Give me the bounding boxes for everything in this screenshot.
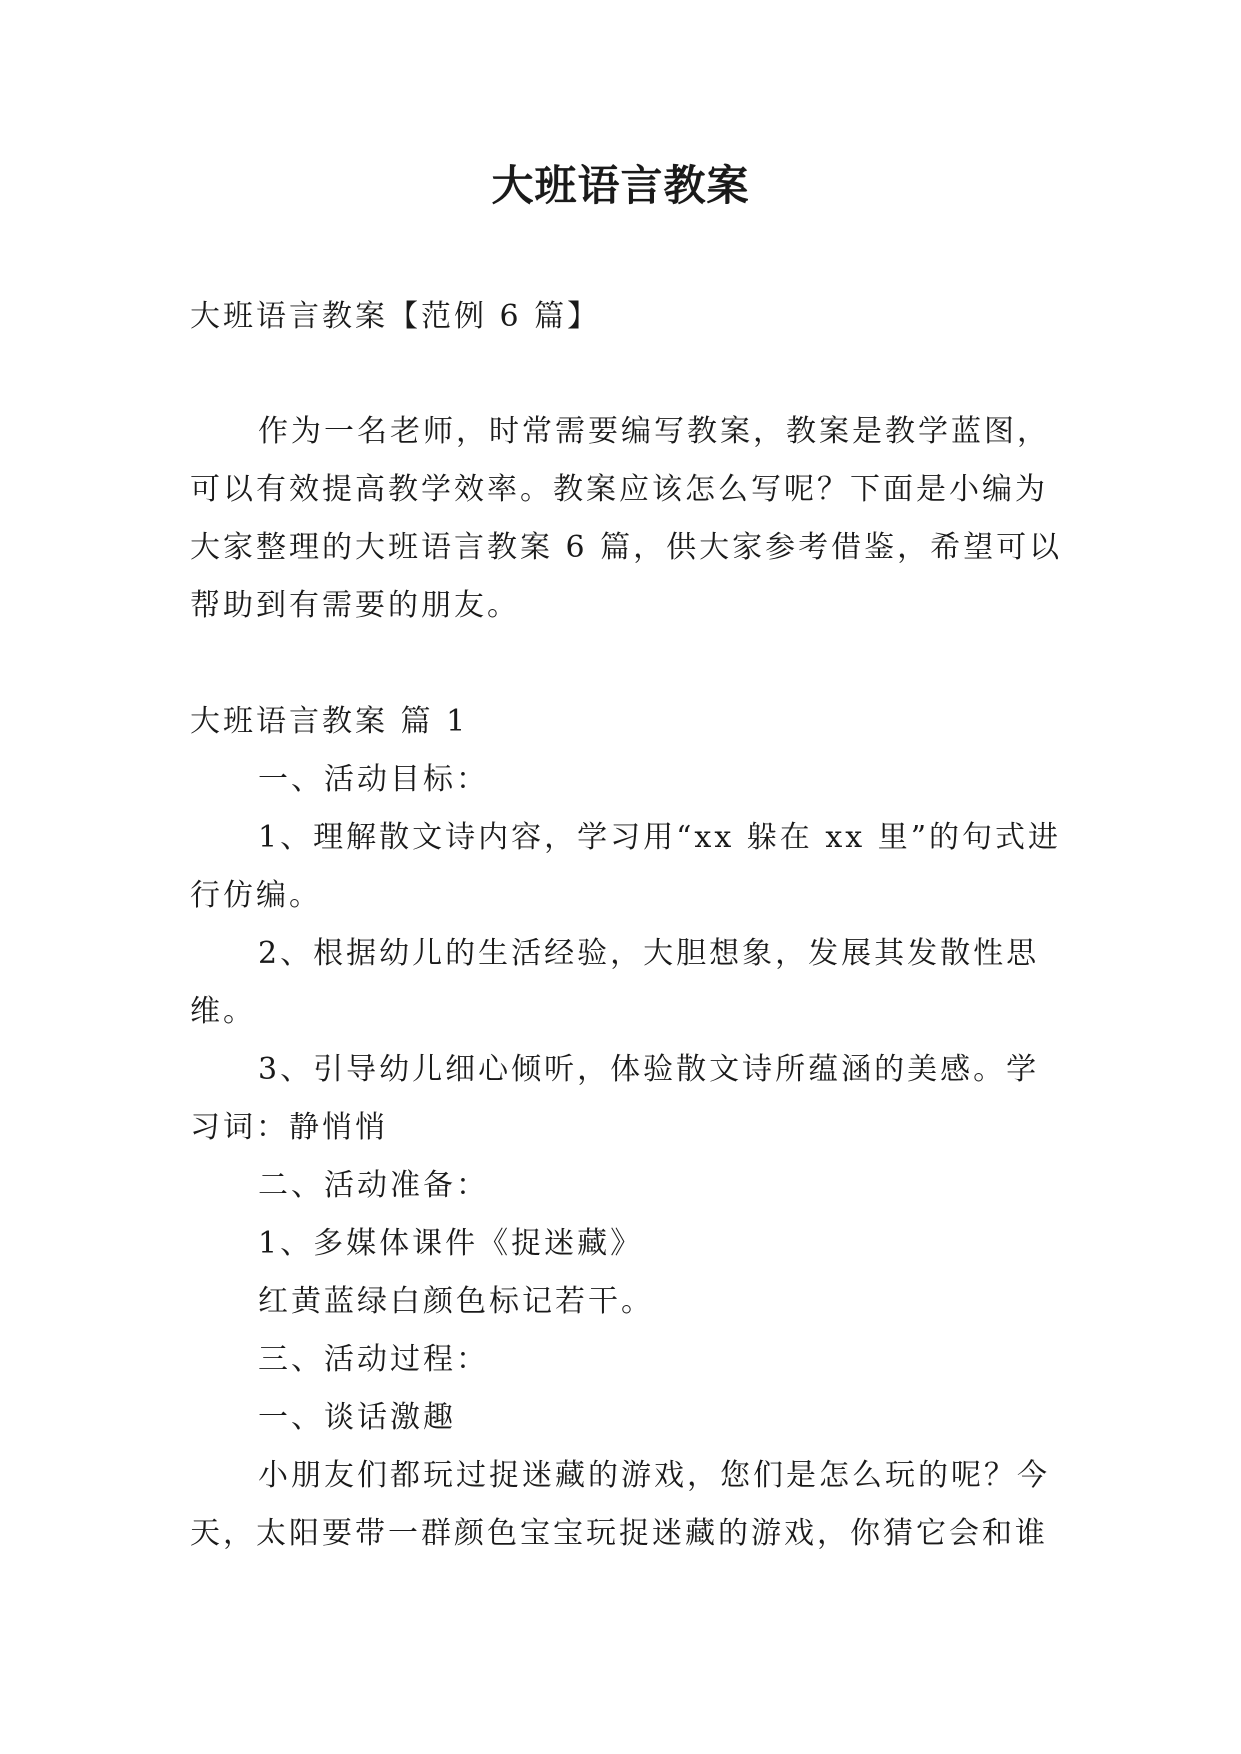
- intro-line-4: 帮助到有需要的朋友。: [190, 588, 520, 623]
- intro-line-1: 作为一名老师，时常需要编写教案，教案是教学蓝图，: [258, 414, 1050, 449]
- body-line-3: 行仿编。: [190, 878, 322, 913]
- body-line-6: 3、引导幼儿细心倾听，体验散文诗所蕴涵的美感。学: [258, 1052, 1040, 1087]
- body-line-7: 习词：静悄悄: [190, 1110, 388, 1145]
- body-line-1: 一、活动目标：: [258, 762, 489, 797]
- body-line-2: 1、理解散文诗内容，学习用“xx 躲在 xx 里”的句式进: [258, 820, 1062, 855]
- body-line-4: 2、根据幼儿的生活经验，大胆想象，发展其发散性思: [258, 936, 1040, 971]
- body-line-10: 红黄蓝绿白颜色标记若干。: [258, 1284, 654, 1319]
- body-line-12: 一、谈话激趣: [258, 1400, 456, 1435]
- intro-line-3: 大家整理的大班语言教案 6 篇，供大家参考借鉴，希望可以: [190, 530, 1063, 565]
- body-line-5: 维。: [190, 994, 256, 1029]
- page-title: 大班语言教案: [491, 161, 750, 210]
- body-line-11: 三、活动过程：: [258, 1342, 489, 1377]
- document-subtitle: 大班语言教案【范例 6 篇】: [190, 299, 601, 334]
- body-line-13: 小朋友们都玩过捉迷藏的游戏，您们是怎么玩的呢？今: [258, 1458, 1050, 1493]
- body-line-8: 二、活动准备：: [258, 1168, 489, 1203]
- body-line-9: 1、多媒体课件《捉迷藏》: [258, 1226, 644, 1261]
- section-heading: 大班语言教案 篇 1: [190, 704, 469, 739]
- body-line-14: 天，太阳要带一群颜色宝宝玩捉迷藏的游戏，你猜它会和谁: [190, 1516, 1048, 1551]
- intro-line-2: 可以有效提高教学效率。教案应该怎么写呢？下面是小编为: [190, 472, 1048, 507]
